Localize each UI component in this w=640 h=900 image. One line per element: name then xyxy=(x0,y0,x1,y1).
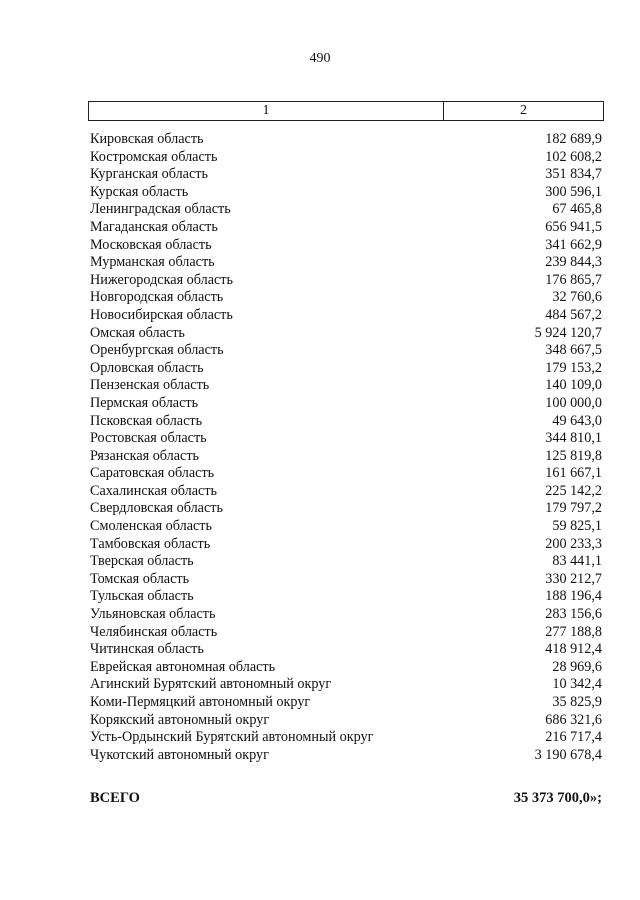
region-name: Ростовская область xyxy=(90,430,207,447)
region-value: 182 689,9 xyxy=(545,131,602,147)
region-value: 686 321,6 xyxy=(545,711,602,728)
table-row xyxy=(90,272,602,290)
table-row xyxy=(90,307,602,325)
table-row xyxy=(90,588,602,606)
table-row xyxy=(90,149,602,167)
table-row xyxy=(90,166,602,184)
table-body xyxy=(90,131,602,764)
region-name: Еврейская автономная область xyxy=(90,658,276,675)
region-name: Ульяновская область xyxy=(90,606,216,623)
region-value: 67 465,8 xyxy=(552,201,602,218)
table-row xyxy=(90,395,602,413)
region-value: 102 608,2 xyxy=(545,148,602,165)
region-value: 32 760,6 xyxy=(552,289,602,306)
table-row xyxy=(90,536,602,554)
table-row xyxy=(90,131,602,149)
table-row xyxy=(90,465,602,483)
table-row xyxy=(90,413,602,431)
total-value: 35 373 700,0»; xyxy=(513,790,602,806)
region-name: Кировская область xyxy=(90,131,204,147)
region-name: Оренбургская область xyxy=(90,342,224,359)
region-name: Усть-Ордынский Бурятский автономный округ xyxy=(90,729,374,746)
region-value: 49 643,0 xyxy=(552,412,602,429)
table-row xyxy=(90,518,602,536)
region-name: Коми-Пермяцкий автономный округ xyxy=(90,694,311,710)
region-name: Новосибирская область xyxy=(90,306,233,323)
region-value: 225 142,2 xyxy=(545,482,602,499)
table-row xyxy=(90,377,602,395)
region-value: 216 717,4 xyxy=(545,729,602,746)
region-name: Курганская область xyxy=(90,166,208,183)
region-value: 300 596,1 xyxy=(545,183,602,200)
region-name: Свердловская область xyxy=(90,500,223,517)
region-value: 179 797,2 xyxy=(545,500,602,517)
region-value: 200 233,3 xyxy=(545,535,602,552)
region-value: 239 844,3 xyxy=(545,254,602,271)
region-name: Челябинская область xyxy=(90,623,218,640)
table-row xyxy=(90,500,602,518)
region-value: 35 825,9 xyxy=(552,694,602,710)
region-name: Тамбовская область xyxy=(90,535,211,552)
region-value: 330 212,7 xyxy=(545,570,602,587)
region-name: Томская область xyxy=(90,570,190,587)
table-row xyxy=(90,254,602,272)
region-value: 125 819,8 xyxy=(545,447,602,464)
table-row xyxy=(90,184,602,202)
region-name: Сахалинская область xyxy=(90,482,218,499)
region-name: Курская область xyxy=(90,183,189,200)
table-row xyxy=(90,729,602,747)
region-name: Рязанская область xyxy=(90,447,200,464)
table-row xyxy=(90,201,602,219)
region-value: 140 109,0 xyxy=(545,377,602,394)
table-row xyxy=(90,659,602,677)
table-row xyxy=(90,430,602,448)
table-row xyxy=(90,237,602,255)
region-value: 484 567,2 xyxy=(545,306,602,323)
region-name: Омская область xyxy=(90,324,185,341)
column-header-2: 2 xyxy=(520,103,527,118)
region-value: 656 941,5 xyxy=(545,218,602,235)
region-name: Новгородская область xyxy=(90,289,224,306)
region-name: Магаданская область xyxy=(90,218,218,235)
table-row xyxy=(90,360,602,378)
table-row xyxy=(90,289,602,307)
table-header xyxy=(88,101,604,121)
table-row xyxy=(90,571,602,589)
page-number: 490 xyxy=(309,51,331,66)
table-row xyxy=(90,448,602,466)
region-value: 344 810,1 xyxy=(545,430,602,447)
region-name: Нижегородская область xyxy=(90,271,233,288)
region-name: Псковская область xyxy=(90,412,203,429)
table-row xyxy=(90,553,602,571)
region-value: 418 912,4 xyxy=(545,641,602,658)
region-name: Орловская область xyxy=(90,359,204,376)
table-row xyxy=(90,712,602,730)
table-row xyxy=(90,219,602,237)
column-header-1: 1 xyxy=(89,102,444,120)
region-value: 277 188,8 xyxy=(545,623,602,640)
region-value: 100 000,0 xyxy=(545,394,602,411)
region-name: Пензенская область xyxy=(90,377,210,394)
region-name: Московская область xyxy=(90,236,212,253)
region-name: Тульская область xyxy=(90,588,194,605)
total-label: ВСЕГО xyxy=(90,790,140,806)
region-name: Мурманская область xyxy=(90,254,215,271)
table-row xyxy=(90,676,602,694)
region-name: Читинская область xyxy=(90,641,204,658)
region-value: 10 342,4 xyxy=(552,676,602,693)
region-name: Агинский Бурятский автономный округ xyxy=(90,676,332,693)
region-value: 348 667,5 xyxy=(545,342,602,359)
total-row xyxy=(90,790,602,807)
region-name: Саратовская область xyxy=(90,465,215,482)
table-row xyxy=(90,747,602,765)
region-value: 283 156,6 xyxy=(545,606,602,623)
region-name: Смоленская область xyxy=(90,518,212,535)
region-value: 5 924 120,7 xyxy=(534,324,602,341)
table-row xyxy=(90,606,602,624)
region-value: 161 667,1 xyxy=(545,465,602,482)
region-value: 341 662,9 xyxy=(545,236,602,253)
region-value: 83 441,1 xyxy=(552,553,602,570)
table-row xyxy=(90,325,602,343)
region-name: Тверская область xyxy=(90,553,194,570)
region-name: Чукотский автономный округ xyxy=(90,746,269,763)
region-value: 188 196,4 xyxy=(545,588,602,605)
table-row xyxy=(90,624,602,642)
table-row xyxy=(90,641,602,659)
table-row xyxy=(90,483,602,501)
region-name: Пермская область xyxy=(90,394,199,411)
region-value: 351 834,7 xyxy=(545,166,602,183)
region-name: Ленинградская область xyxy=(90,201,231,218)
region-name: Корякский автономный округ xyxy=(90,711,270,728)
region-value: 176 865,7 xyxy=(545,271,602,288)
table-row xyxy=(90,694,602,712)
region-name: Костромская область xyxy=(90,148,218,165)
region-value: 59 825,1 xyxy=(552,518,602,535)
region-value: 28 969,6 xyxy=(552,658,602,675)
region-value: 179 153,2 xyxy=(545,359,602,376)
region-value: 3 190 678,4 xyxy=(534,746,602,763)
table-row xyxy=(90,342,602,360)
